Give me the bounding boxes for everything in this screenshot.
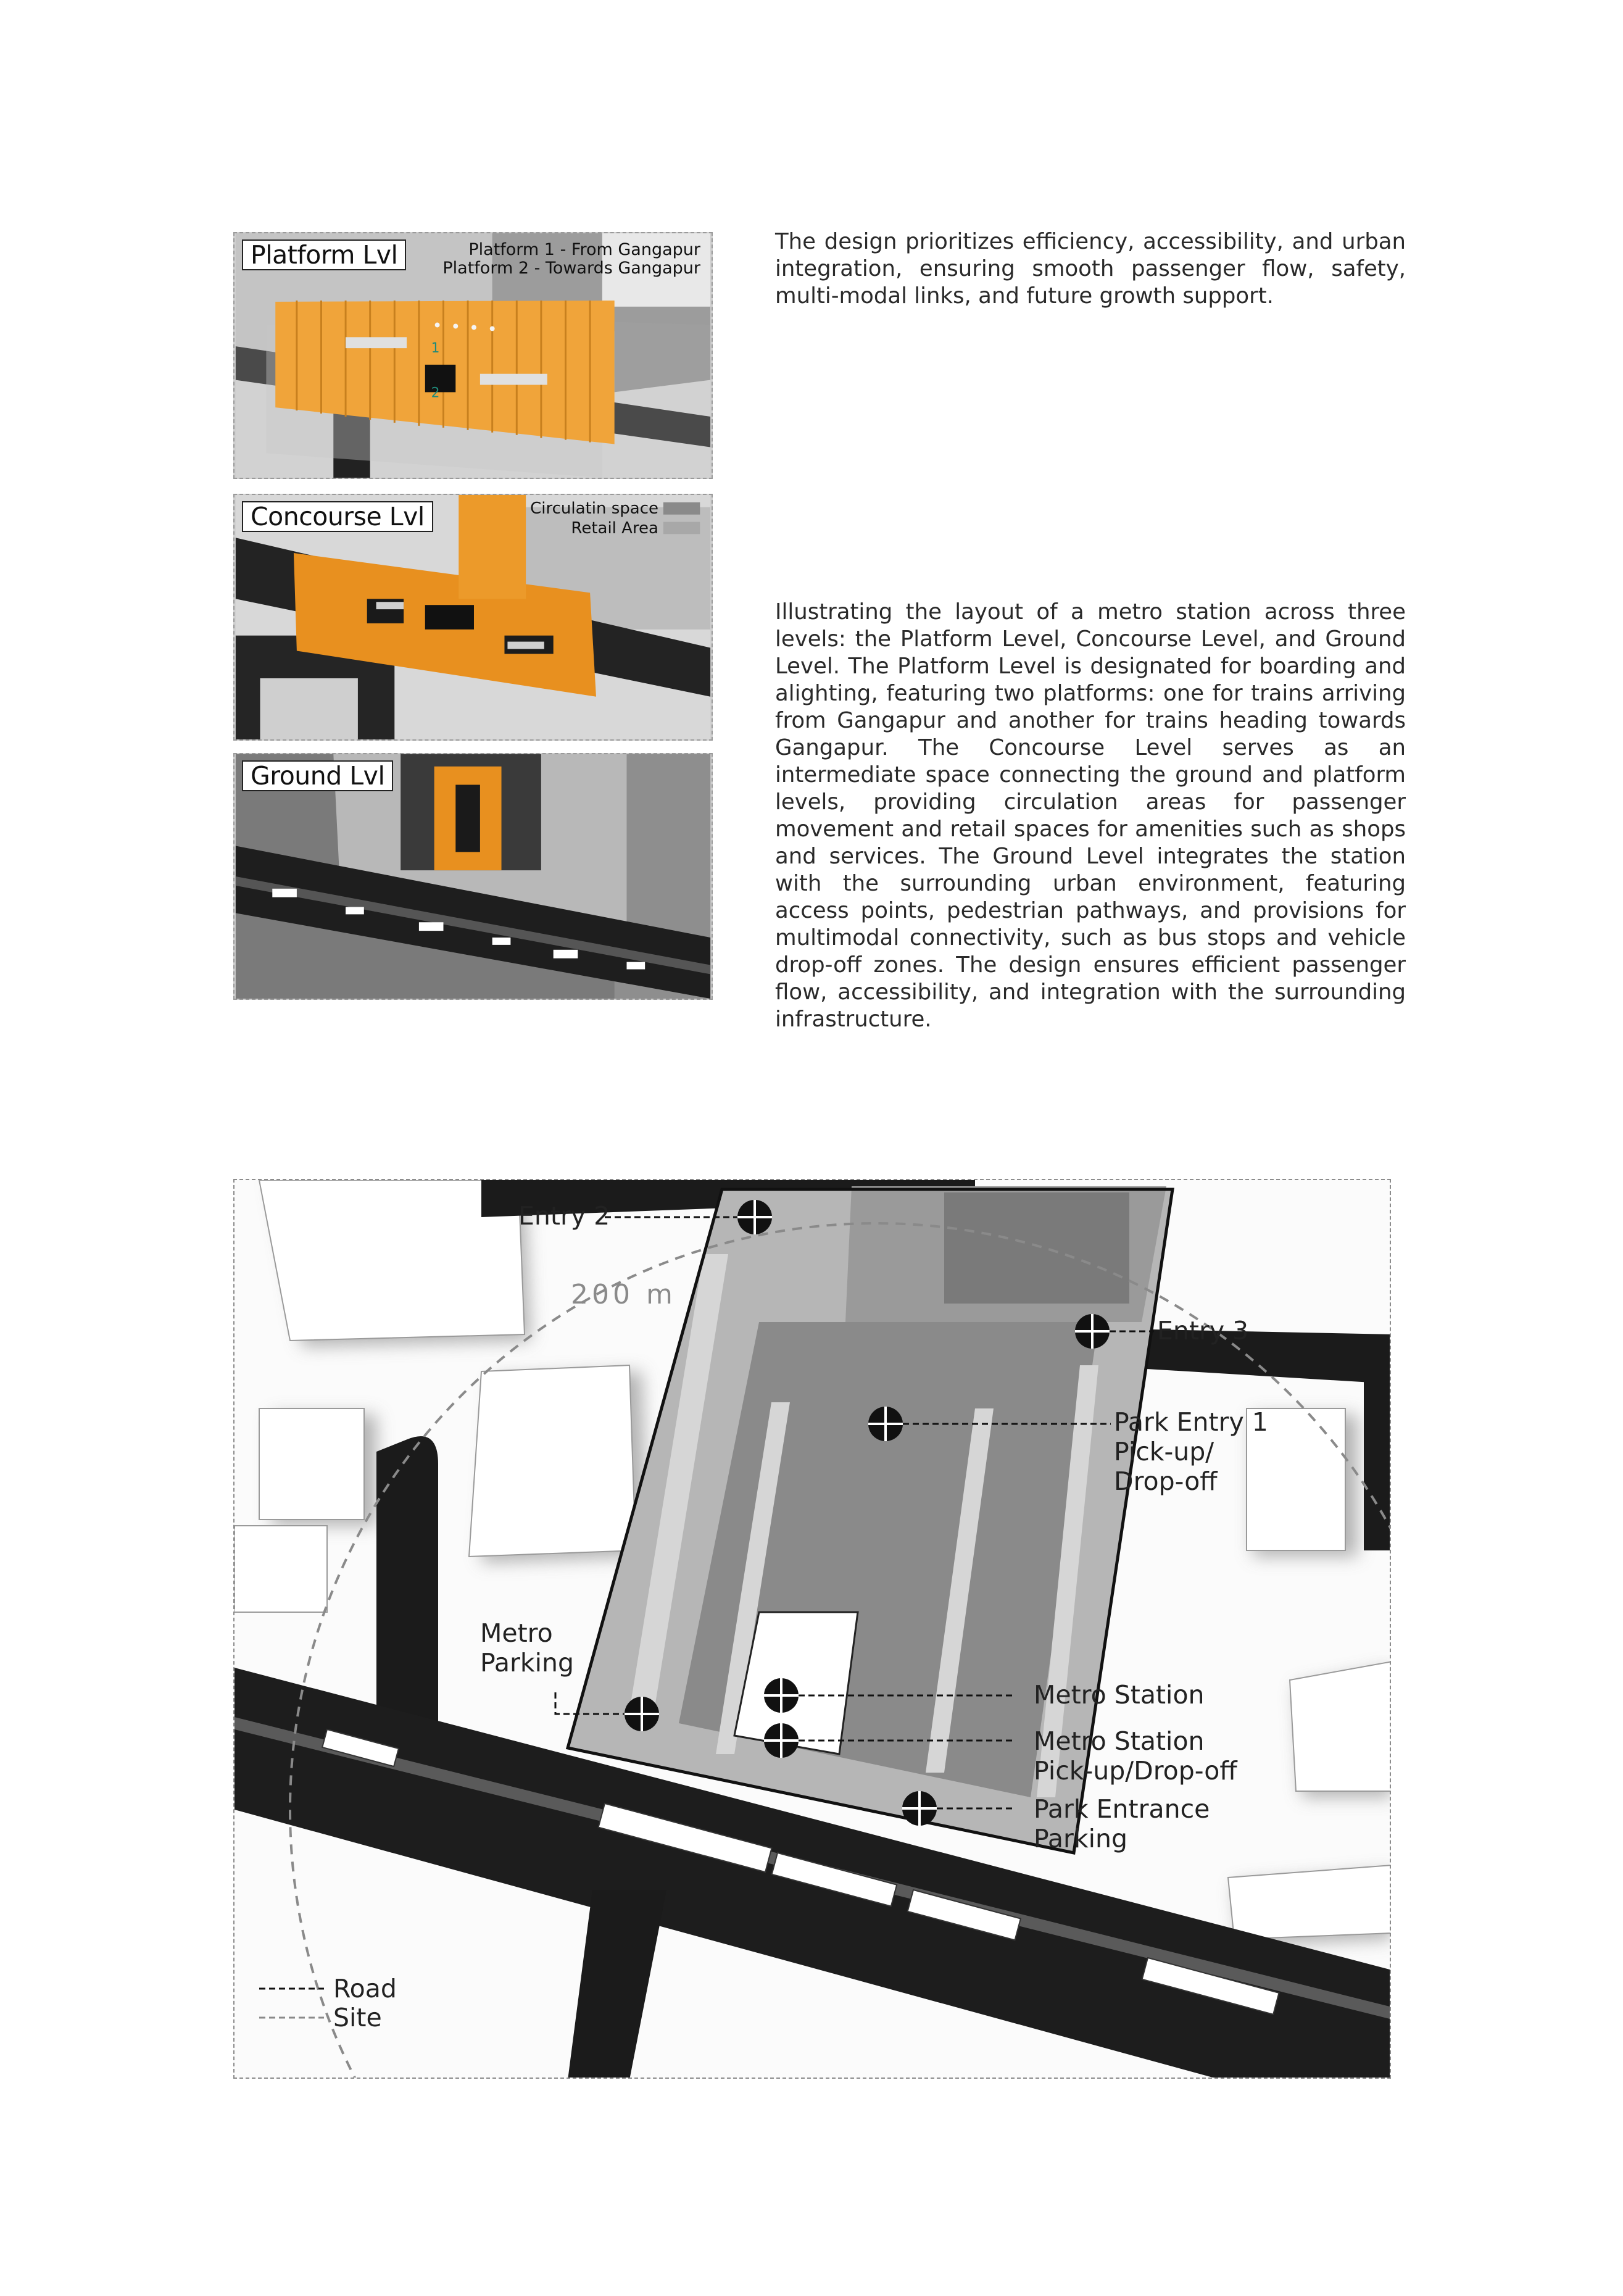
park-entry-label xyxy=(1114,1407,1268,1496)
ground-level-panel xyxy=(233,753,713,1000)
metro-station-label: Metro Station xyxy=(1034,1680,1205,1710)
radius-label: 200 m xyxy=(571,1279,676,1310)
platform-number-1: 1 xyxy=(431,341,440,357)
concourse-legend-circulation: Circulatin space xyxy=(530,499,658,518)
park-entrance-text-2: Parking xyxy=(1034,1824,1128,1853)
intro-paragraph: The design prioritizes efficiency, accessibility, and urban integration, ensuring smooth passenger flow, safety, multi-modal links, and future growth support. xyxy=(775,229,1406,309)
platform-legend-2: Platform 2 - Towards Gangapur xyxy=(442,259,700,278)
park-entry-1-text: Park Entry 1 xyxy=(1114,1407,1268,1437)
legend-road-label: Road xyxy=(333,1974,397,2003)
concourse-legend-retail: Retail Area xyxy=(571,519,658,538)
platform-level-panel xyxy=(233,232,713,479)
metro-parking-text-2: Parking xyxy=(480,1648,575,1678)
platform-legend xyxy=(442,241,700,278)
dropoff-text: Drop-off xyxy=(1114,1466,1218,1496)
station-pickup-text-1: Metro Station xyxy=(1034,1726,1205,1756)
station-pickup-label xyxy=(1034,1726,1237,1786)
ground-level-label: Ground Lvl xyxy=(242,760,393,791)
metro-parking-label xyxy=(480,1618,574,1678)
metro-parking-text-1: Metro xyxy=(480,1618,553,1648)
site-plan xyxy=(233,1179,1391,2079)
station-pickup-text-2: Pick-up/Drop-off xyxy=(1034,1756,1237,1786)
platform-level-label: Platform Lvl xyxy=(242,239,406,270)
pickup-text: Pick-up/ xyxy=(1114,1437,1214,1466)
platform-number-2: 2 xyxy=(431,385,440,401)
concourse-level-panel xyxy=(233,494,713,741)
legend-site-label: Site xyxy=(333,2003,382,2032)
entry-2-label: Entry 2 xyxy=(518,1201,610,1231)
concourse-legend xyxy=(530,499,658,538)
park-entrance-text-1: Park Entrance xyxy=(1034,1794,1210,1824)
platform-legend-1: Platform 1 - From Gangapur xyxy=(468,240,700,259)
description-paragraph: Illustrating the layout of a metro station across three levels: the Platform Level, Concourse Level, and Ground Level. The Platform Level is designated for boarding and alighting, featuring two platforms: one for trains arriving from Gangapur and another for trains heading towards Gangapur. The Concourse Level serves as an intermediate space connecting the ground and platform levels, providing circulation areas for passenger movement and retail spaces for amenities such as shops and services. The Ground Level integrates the station with the surrounding urban environment, featuring access points, pedestrian pathways, and provisions for multimodal connectivity, such as bus stops and vehicle drop-off zones. The design ensures efficient passenger flow, accessibility, and integration with the surrounding infrastructure. xyxy=(775,599,1406,1032)
concourse-level-label: Concourse Lvl xyxy=(242,501,433,532)
entry-3-label: Entry 3 xyxy=(1157,1316,1249,1346)
site-plan-drawing xyxy=(235,1180,1391,2079)
park-entrance-parking-label xyxy=(1034,1794,1210,1853)
